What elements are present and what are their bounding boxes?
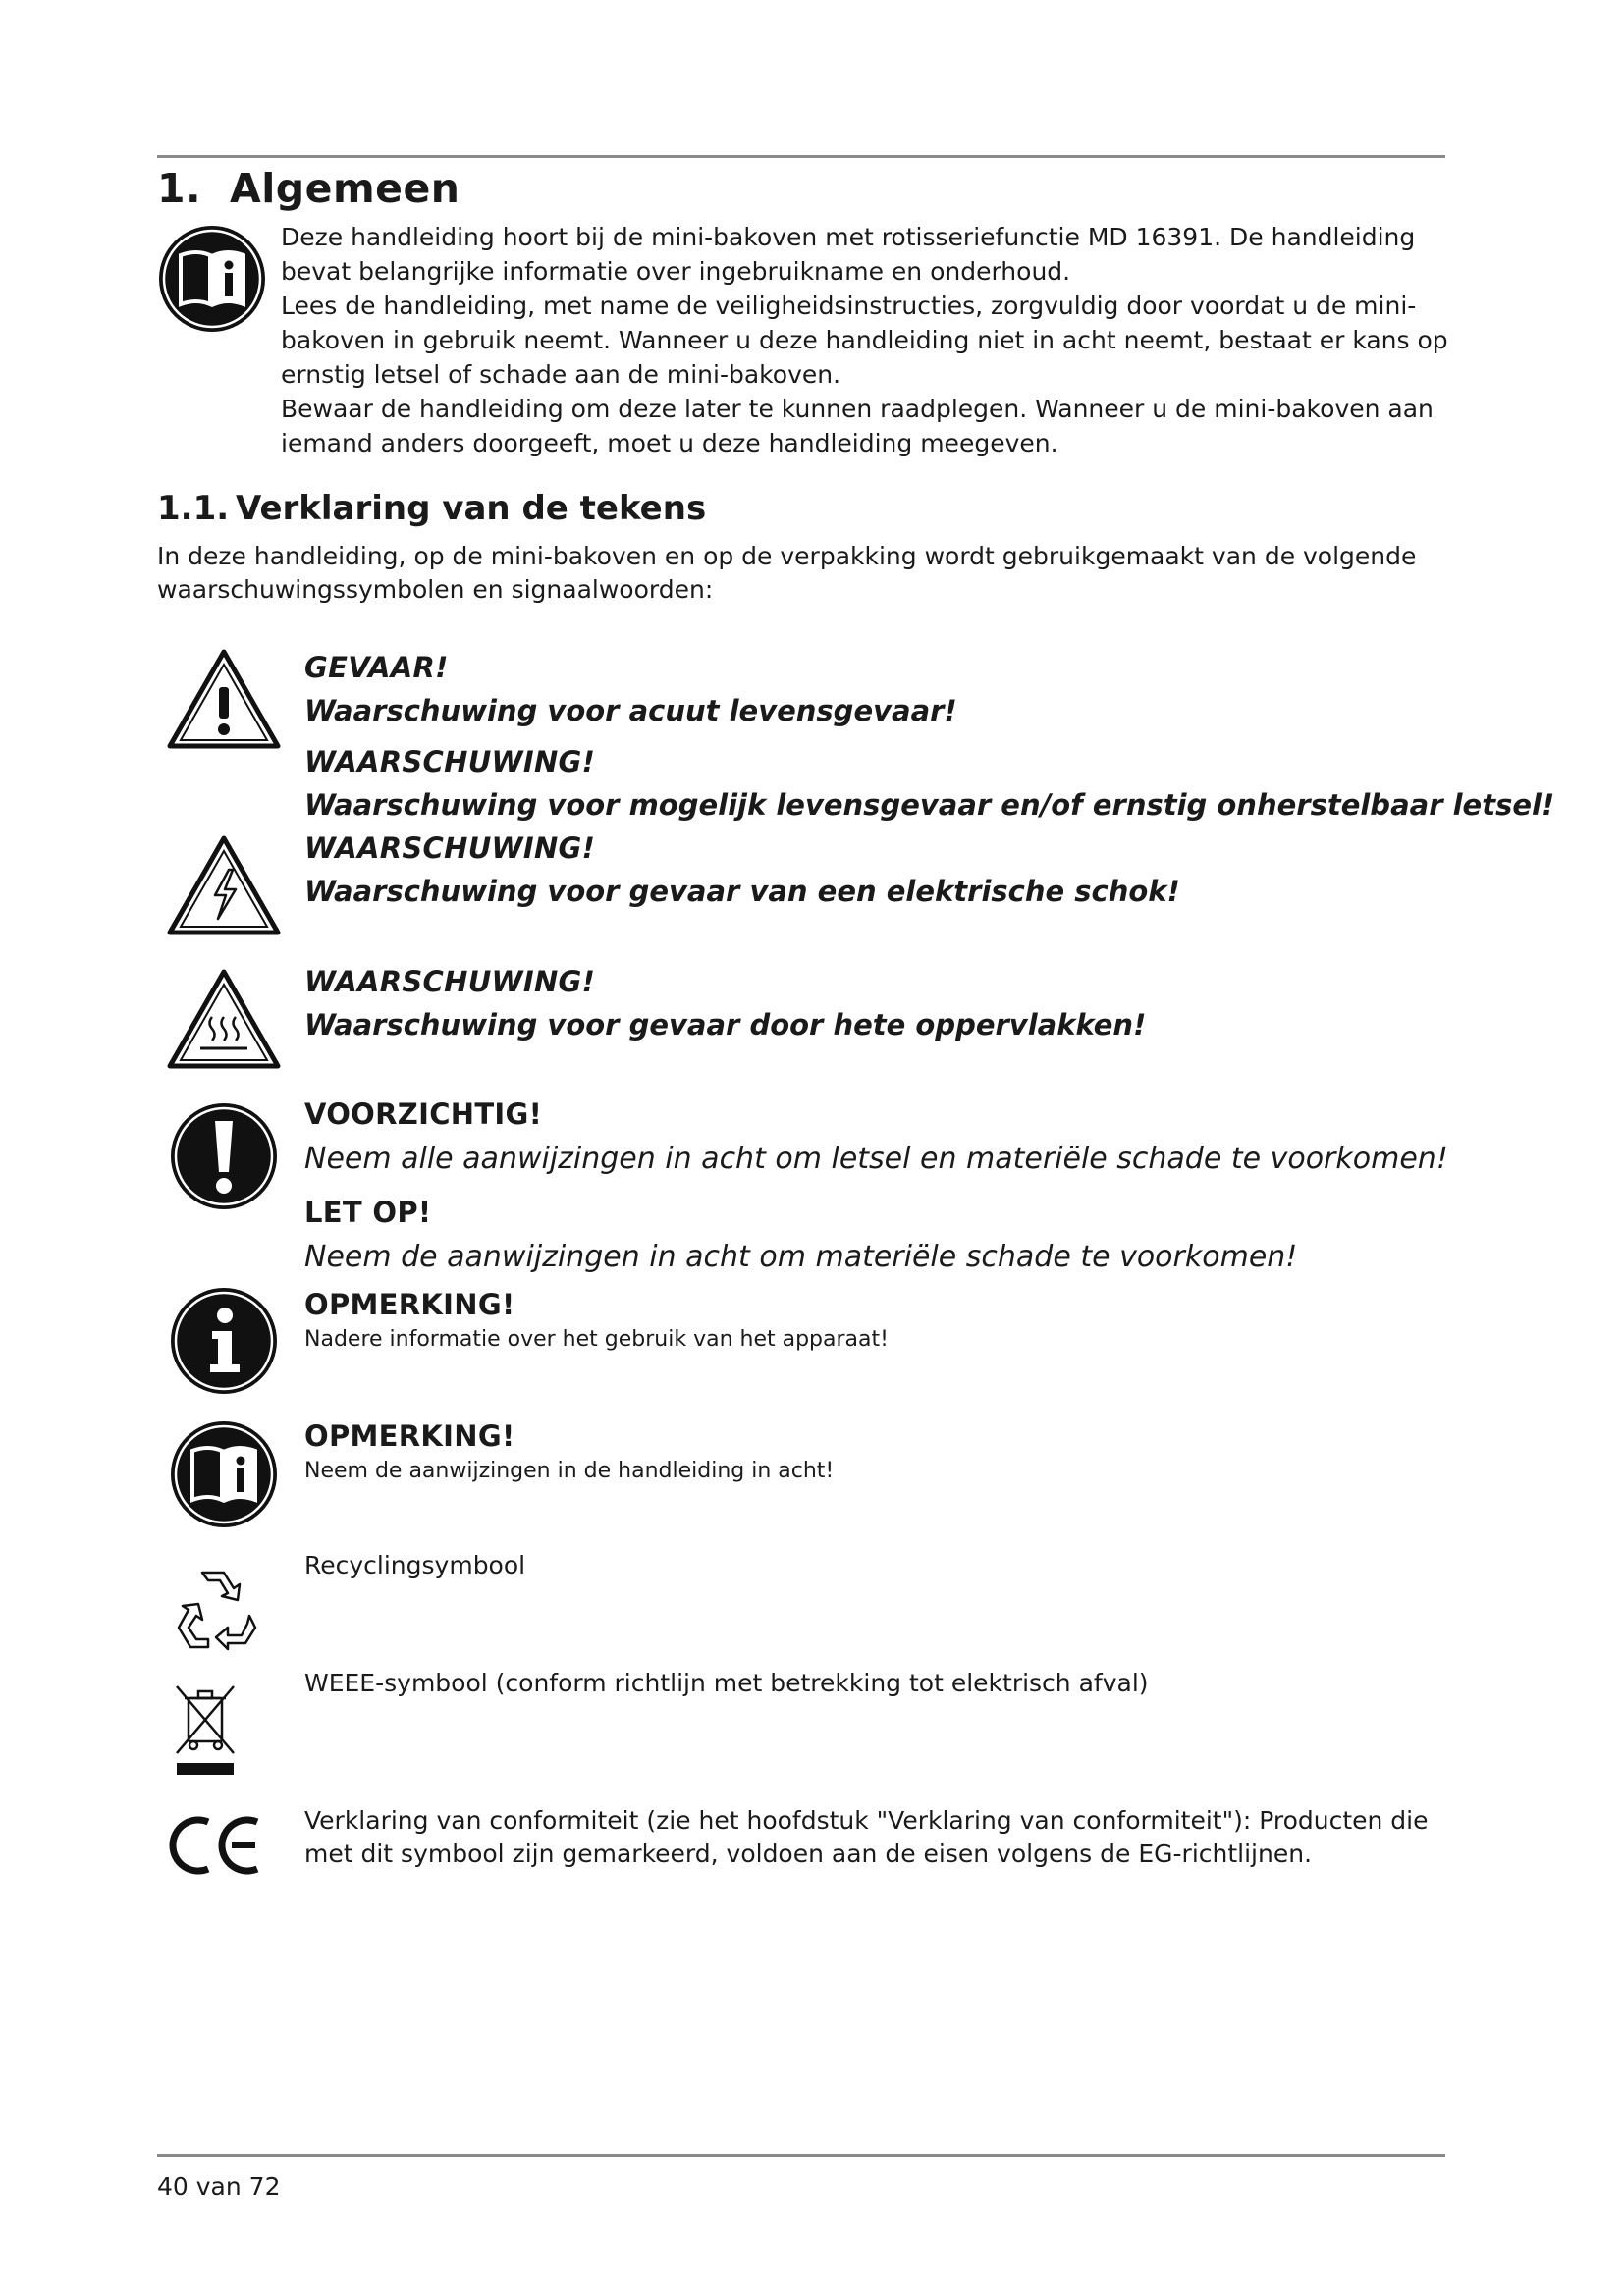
subsection-number: 1.1.: [157, 489, 230, 528]
symbol-description: Neem de aanwijzingen in de handleiding in acht!: [304, 1459, 835, 1483]
symbol-weee: WEEE-symbool (conform richtlijn met betrekking tot elektrisch afval): [304, 1669, 1149, 1697]
subsection-title: Verklaring van de tekens: [236, 489, 707, 528]
signal-word: OPMERKING!: [304, 1288, 515, 1321]
recycling-icon: [173, 1567, 261, 1651]
bottom-rule: [157, 2154, 1445, 2157]
symbol-opmerking-handleiding: [304, 1415, 834, 1486]
intro-paragraph: Lees de handleiding, met name de veiligheidsinstructies, zorgvuldig door voordat u de mini-bakoven in gebruik neemt. Wanneer u deze handleiding niet in acht neemt, bestaat er kans op ernstig letsel of schade aan de mini-bakoven.: [281, 292, 1448, 389]
symbol-description: Neem de aanwijzingen in acht om materiële schade te voorkomen!: [304, 1240, 1298, 1274]
electric-shock-warning-icon: [167, 834, 281, 936]
signal-word: WAARSCHUWING!: [304, 965, 596, 998]
warning-triangle-icon: [167, 648, 281, 750]
symbol-description: Neem alle aanwijzingen in acht om letsel en materiële schade te voorkomen!: [304, 1142, 1448, 1176]
weee-crossed-bin-icon: [169, 1681, 242, 1779]
signal-word: WAARSCHUWING!: [304, 745, 596, 778]
section-number: 1.: [157, 165, 202, 212]
ce-mark-icon: [167, 1814, 265, 1877]
top-rule: [157, 155, 1445, 158]
intro-paragraph: Deze handleiding hoort bij de mini-bakoven met rotisseriefunctie MD 16391. De handleiding bevat belangrijke informatie over ingebruikname en onderhoud.: [281, 223, 1416, 286]
symbol-description: Waarschuwing voor acuut levensgevaar!: [304, 694, 957, 727]
hot-surface-warning-icon: [167, 968, 281, 1070]
symbol-waarschuwing: [304, 740, 1554, 827]
symbol-letop: [304, 1190, 1297, 1280]
subsection-intro: In deze handleiding, op de mini-bakoven en op de verpakking wordt gebruikgemaakt van de volgende waarschuwingssymbolen en signaalwoorden:: [157, 542, 1417, 604]
signal-word: LET OP!: [304, 1196, 432, 1229]
manual-info-icon: [169, 1419, 279, 1529]
symbol-description: Waarschuwing voor gevaar van een elektrische schok!: [304, 875, 1180, 908]
symbol-description: Waarschuwing voor mogelijk levensgevaar en/of ernstig onherstelbaar letsel!: [304, 788, 1555, 822]
section-heading: [157, 165, 460, 212]
subsection-heading: [157, 489, 706, 528]
signal-word: OPMERKING!: [304, 1419, 515, 1453]
symbol-opmerking-info: [304, 1284, 889, 1355]
section-intro: [281, 220, 1449, 460]
section-title: Algemeen: [230, 165, 460, 212]
symbol-recycling: Recyclingsymbool: [304, 1551, 526, 1579]
signal-word: VOORZICHTIG!: [304, 1097, 543, 1131]
symbol-description: Waarschuwing voor gevaar door hete oppervlakken!: [304, 1008, 1147, 1041]
manual-info-icon: [157, 224, 267, 334]
symbol-voorzichtig: [304, 1092, 1448, 1182]
signal-word: WAARSCHUWING!: [304, 831, 596, 865]
symbol-ce: Verklaring van conformiteit (zie het hoofdstuk "Verklaring van conformiteit"): Producten die met dit symbool zijn gemarkeerd, voldoen aan de eisen volgens de EG-richtlijnen.: [304, 1806, 1429, 1868]
info-icon: [169, 1286, 279, 1396]
page-number: 40 van 72: [157, 2172, 281, 2201]
symbol-heet: [304, 960, 1146, 1046]
caution-exclamation-icon: [169, 1101, 279, 1211]
symbol-gevaar: [304, 646, 957, 732]
signal-word: GEVAAR!: [304, 651, 449, 684]
symbol-elektrisch: [304, 827, 1180, 913]
symbol-description: Nadere informatie over het gebruik van het apparaat!: [304, 1327, 889, 1352]
intro-paragraph: Bewaar de handleiding om deze later te kunnen raadplegen. Wanneer u de mini-bakoven aan iemand anders doorgeeft, moet u deze handleiding meegeven.: [281, 395, 1434, 457]
